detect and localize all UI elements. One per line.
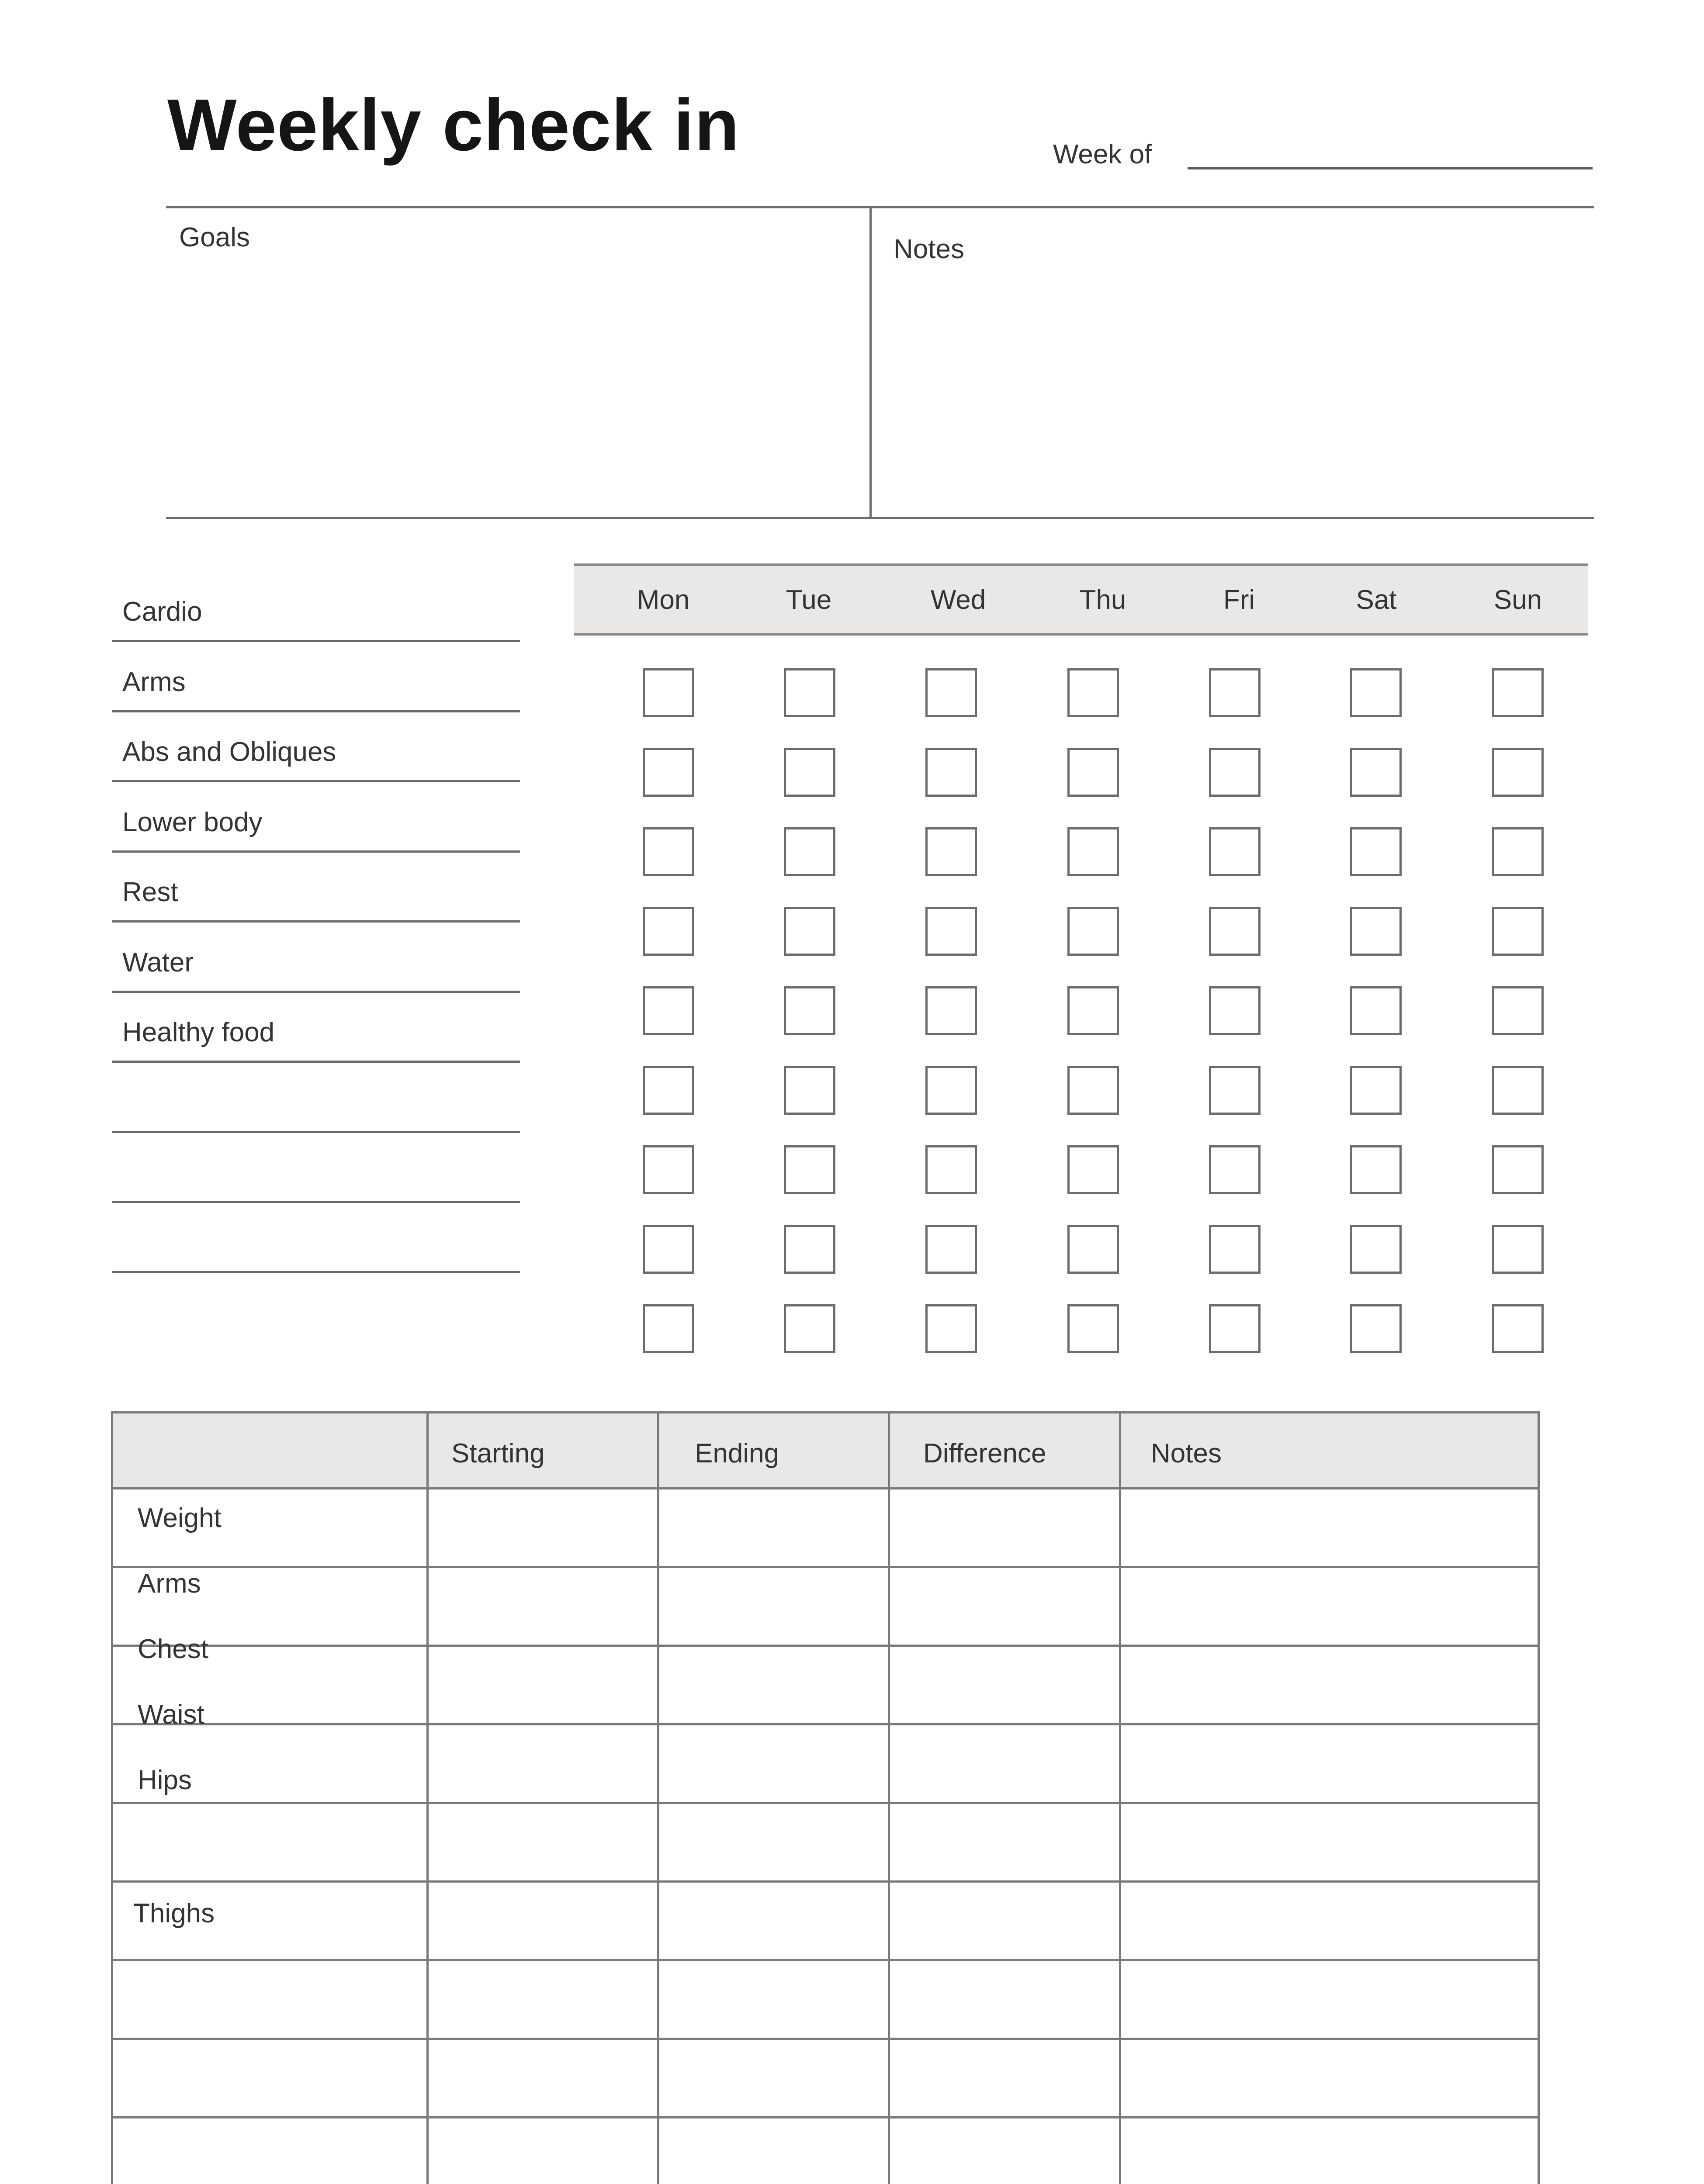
measurement-cell[interactable] <box>1121 1489 1540 1566</box>
checkbox-sat-row-9[interactable] <box>1350 1304 1402 1353</box>
checkbox-fri-row-2[interactable] <box>1209 748 1261 797</box>
tracker-row-rule[interactable] <box>112 1201 520 1203</box>
checkbox-sat-row-4[interactable] <box>1350 907 1402 956</box>
checkbox-mon-row-6[interactable] <box>643 1066 694 1115</box>
goals-notes-top-border <box>166 206 1594 208</box>
checkbox-sun-row-7[interactable] <box>1492 1145 1544 1194</box>
measurement-cell[interactable] <box>890 1489 1119 1566</box>
measurement-cell[interactable] <box>890 1804 1119 1880</box>
measurement-cell[interactable] <box>659 1883 888 1959</box>
checkbox-thu-row-7[interactable] <box>1067 1145 1119 1194</box>
measurements-header-ending: Ending <box>695 1438 779 1469</box>
measurement-cell[interactable] <box>1121 1883 1540 1959</box>
tracker-row-rule[interactable] <box>112 920 520 923</box>
checkbox-mon-row-2[interactable] <box>643 748 694 797</box>
measurement-cell[interactable] <box>1121 1961 1540 2038</box>
checkbox-tue-row-9[interactable] <box>784 1304 835 1353</box>
week-of-label: Week of <box>1053 139 1152 169</box>
tracker-row-rule[interactable] <box>112 991 520 993</box>
measurement-cell[interactable] <box>429 2118 657 2184</box>
tracker-row-rule[interactable] <box>112 780 520 782</box>
tracker-row-rule[interactable] <box>112 1131 520 1133</box>
measurement-cell[interactable] <box>429 1804 657 1880</box>
checkbox-fri-row-5[interactable] <box>1209 986 1261 1035</box>
tracker-category-rest: Rest <box>122 877 178 907</box>
checkbox-sat-row-7[interactable] <box>1350 1145 1402 1194</box>
checkbox-tue-row-2[interactable] <box>784 748 835 797</box>
measurement-cell[interactable] <box>659 1489 888 1566</box>
checkbox-wed-row-1[interactable] <box>925 668 977 717</box>
checkbox-thu-row-2[interactable] <box>1067 748 1119 797</box>
checkbox-wed-row-2[interactable] <box>925 748 977 797</box>
checkbox-tue-row-6[interactable] <box>784 1066 835 1115</box>
checkbox-sat-row-2[interactable] <box>1350 748 1402 797</box>
checkbox-mon-row-5[interactable] <box>643 986 694 1035</box>
measurement-cell[interactable] <box>890 1568 1119 1645</box>
tracker-row-rule[interactable] <box>112 1271 520 1273</box>
checkbox-sun-row-8[interactable] <box>1492 1225 1544 1274</box>
measurement-cell[interactable] <box>429 1647 657 1723</box>
measurement-cell[interactable] <box>659 1647 888 1723</box>
measurement-cell[interactable] <box>890 1961 1119 2038</box>
checkbox-tue-row-5[interactable] <box>784 986 835 1035</box>
checkbox-mon-row-9[interactable] <box>643 1304 694 1353</box>
measurement-cell[interactable] <box>429 1489 657 1566</box>
measurement-cell[interactable] <box>659 1568 888 1645</box>
tracker-category-abs-and-obliques: Abs and Obliques <box>122 737 336 767</box>
measurement-cell[interactable] <box>659 1804 888 1880</box>
checkbox-mon-row-3[interactable] <box>643 827 694 876</box>
checkbox-tue-row-7[interactable] <box>784 1145 835 1194</box>
checkbox-sat-row-5[interactable] <box>1350 986 1402 1035</box>
measurement-cell[interactable] <box>890 1647 1119 1723</box>
tracker-category-lower-body: Lower body <box>122 807 263 837</box>
measurement-cell[interactable] <box>659 2118 888 2184</box>
measurement-cell[interactable] <box>890 2040 1119 2116</box>
checkbox-sat-row-1[interactable] <box>1350 668 1402 717</box>
measurement-cell[interactable] <box>429 1883 657 1959</box>
notes-area[interactable] <box>876 275 1588 511</box>
checkbox-wed-row-7[interactable] <box>925 1145 977 1194</box>
measurement-row-waist: Waist <box>138 1700 204 1730</box>
checkbox-wed-row-4[interactable] <box>925 907 977 956</box>
day-label-tue: Tue <box>786 585 832 615</box>
measurement-cell[interactable] <box>1121 1804 1540 1880</box>
tracker-row-rule[interactable] <box>112 850 520 853</box>
checkbox-sun-row-2[interactable] <box>1492 748 1544 797</box>
checkbox-fri-row-1[interactable] <box>1209 668 1261 717</box>
measurement-cell[interactable] <box>659 1961 888 2038</box>
checkbox-wed-row-6[interactable] <box>925 1066 977 1115</box>
measurement-cell[interactable] <box>429 1961 657 2038</box>
measurement-row-arms: Arms <box>138 1569 201 1599</box>
checkbox-fri-row-3[interactable] <box>1209 827 1261 876</box>
measurements-header-difference: Difference <box>923 1438 1046 1469</box>
checkbox-tue-row-1[interactable] <box>784 668 835 717</box>
checkbox-tue-row-4[interactable] <box>784 907 835 956</box>
tracker-category-cardio: Cardio <box>122 597 202 627</box>
checkbox-wed-row-5[interactable] <box>925 986 977 1035</box>
checkbox-fri-row-7[interactable] <box>1209 1145 1261 1194</box>
measurement-row-hips: Hips <box>138 1765 192 1795</box>
checkbox-sun-row-5[interactable] <box>1492 986 1544 1035</box>
tracker-row-rule[interactable] <box>112 640 520 642</box>
page-title: Weekly check in <box>167 84 740 166</box>
goals-label: Goals <box>179 222 250 252</box>
checkbox-sun-row-1[interactable] <box>1492 668 1544 717</box>
checkbox-thu-row-8[interactable] <box>1067 1225 1119 1274</box>
measurement-cell[interactable] <box>1121 1725 1540 1802</box>
goals-notes-bottom-border <box>166 517 1594 519</box>
checkbox-tue-row-3[interactable] <box>784 827 835 876</box>
measurement-row-thighs: Thighs <box>133 1898 215 1928</box>
goals-notes-divider <box>869 206 872 518</box>
day-label-sat: Sat <box>1356 585 1397 615</box>
checkbox-fri-row-6[interactable] <box>1209 1066 1261 1115</box>
checkbox-thu-row-3[interactable] <box>1067 827 1119 876</box>
checkbox-sun-row-4[interactable] <box>1492 907 1544 956</box>
measurement-cell[interactable] <box>429 1725 657 1802</box>
measurement-row-chest: Chest <box>138 1634 208 1664</box>
checkbox-thu-row-9[interactable] <box>1067 1304 1119 1353</box>
measurement-cell[interactable] <box>429 2040 657 2116</box>
measurement-cell[interactable] <box>1121 1647 1540 1723</box>
checkbox-mon-row-4[interactable] <box>643 907 694 956</box>
checkbox-wed-row-8[interactable] <box>925 1225 977 1274</box>
measurement-cell[interactable] <box>429 1568 657 1645</box>
checkbox-fri-row-9[interactable] <box>1209 1304 1261 1353</box>
day-label-mon: Mon <box>637 585 690 615</box>
tracker-row-rule[interactable] <box>112 1061 520 1063</box>
measurements-header-notes: Notes <box>1151 1438 1222 1469</box>
week-of-field[interactable] <box>1188 167 1593 169</box>
checkbox-sun-row-6[interactable] <box>1492 1066 1544 1115</box>
day-label-sun: Sun <box>1493 585 1542 615</box>
measurement-cell[interactable] <box>890 1725 1119 1802</box>
measurement-cell[interactable] <box>1121 1568 1540 1645</box>
checkbox-fri-row-8[interactable] <box>1209 1225 1261 1274</box>
checkbox-sat-row-8[interactable] <box>1350 1225 1402 1274</box>
measurement-cell[interactable] <box>659 1725 888 1802</box>
tracker-row-rule[interactable] <box>112 710 520 712</box>
checkbox-tue-row-8[interactable] <box>784 1225 835 1274</box>
tracker-category-arms: Arms <box>122 667 186 697</box>
checkbox-sun-row-3[interactable] <box>1492 827 1544 876</box>
checkbox-wed-row-3[interactable] <box>925 827 977 876</box>
checkbox-sun-row-9[interactable] <box>1492 1304 1544 1353</box>
measurement-row-weight: Weight <box>138 1503 222 1533</box>
checkbox-sat-row-6[interactable] <box>1350 1066 1402 1115</box>
goals-area[interactable] <box>170 262 863 511</box>
measurement-cell[interactable] <box>890 1883 1119 1959</box>
checkbox-thu-row-5[interactable] <box>1067 986 1119 1035</box>
checkbox-mon-row-8[interactable] <box>643 1225 694 1274</box>
measurement-cell[interactable] <box>1121 2118 1540 2184</box>
checkbox-wed-row-9[interactable] <box>925 1304 977 1353</box>
checkbox-sat-row-3[interactable] <box>1350 827 1402 876</box>
measurement-cell[interactable] <box>659 2040 888 2116</box>
measurement-cell[interactable] <box>1121 2040 1540 2116</box>
checkbox-fri-row-4[interactable] <box>1209 907 1261 956</box>
day-label-thu: Thu <box>1079 585 1126 615</box>
measurements-header-starting: Starting <box>451 1438 545 1469</box>
checkbox-thu-row-1[interactable] <box>1067 668 1119 717</box>
notes-label: Notes <box>894 234 964 264</box>
checkbox-mon-row-7[interactable] <box>643 1145 694 1194</box>
measurement-cell[interactable] <box>890 2118 1119 2184</box>
tracker-category-water: Water <box>122 947 194 978</box>
tracker-category-healthy-food: Healthy food <box>122 1017 275 1047</box>
checkbox-mon-row-1[interactable] <box>643 668 694 717</box>
checkbox-thu-row-6[interactable] <box>1067 1066 1119 1115</box>
day-label-wed: Wed <box>930 585 986 615</box>
day-label-fri: Fri <box>1223 585 1255 615</box>
checkbox-thu-row-4[interactable] <box>1067 907 1119 956</box>
